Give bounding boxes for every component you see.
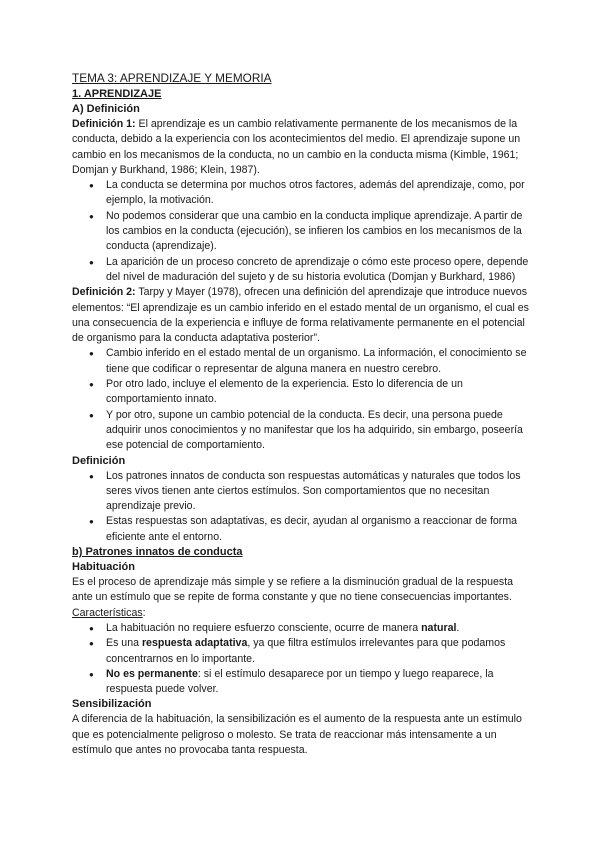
definition-1-text: El aprendizaje es un cambio relativamente permanente de los mecanismos de la conducta, debido a la experiencia con los acontecimientos del medio. El aprendizaje supone un cambio en los mecanismos de la conducta, no un cambio en la conducta misma (Kimble, 1961; Domjan y Burkhand, 1986; Klein, 1987).	[72, 118, 521, 176]
definition-2-text: Tarpy y Mayer (1978), ofrecen una definición del aprendizaje que introduce nuevos elementos: “El aprendizaje es un cambio inferido en el estado mental de un organismo, el cual es una consecuencia de la experiencia e influye de forma relativamente permanente en el potencial de organismo para la conducta adaptativa posterior”.	[72, 286, 529, 345]
definition-2-label: Definición 2:	[72, 286, 136, 299]
caracteristicas-label: Características:	[72, 606, 146, 619]
list-item: ● Por otro lado, incluye el elemento de la experiencia. Esto lo diferencia de un comportamiento innato.	[106, 377, 532, 408]
subheading-definicion: A) Definición	[72, 103, 140, 115]
habituacion-bullets	[72, 621, 532, 697]
document-page	[72, 70, 532, 758]
list-item: ● Es una respuesta adaptativa, ya que filtra estímulos irrelevantes para que podamos concentrarnos en lo importante.	[106, 636, 532, 667]
habituacion-paragraph: Es el proceso de aprendizaje más simple y se refiere a la disminución gradual de la respuesta ante un estímulo que se repite de forma constante y que no tiene consecuencias importantes.	[72, 576, 514, 604]
sensibilizacion-paragraph: A diferencia de la habituación, la sensibilización es el aumento de la respuesta ante un estímulo que es potencialmente peligroso o molesto. Se trata de reaccionar más intensamente a un estímulo que antes no provocaba tanta respuesta.	[72, 713, 522, 756]
subheading-patrones-innatos: b) Patrones innatos de conducta	[72, 546, 243, 559]
list-item: ● La aparición de un proceso concreto de aprendizaje o cómo este proceso opere, depende del nivel de maduración del sujeto y de su historia evolutica (Domjan y Burkhard, 1986)	[106, 255, 532, 286]
definition-3-bullets	[72, 469, 532, 545]
definition-2-paragraph	[72, 285, 532, 346]
list-item: ● No es permanente: si el estímulo desaparece por un tiempo y luego reaparece, la respuesta puede volver.	[106, 667, 532, 698]
definition-1-label: Definición 1:	[72, 118, 136, 130]
list-item: ● Estas respuestas son adaptativas, es decir, ayudan al organismo a reaccionar de forma eficiente ante el entorno.	[106, 514, 532, 545]
section-heading-aprendizaje: 1. APRENDIZAJE	[72, 88, 162, 100]
list-item: ● Y por otro, supone un cambio potencial de la conducta. Es decir, una persona puede adquirir unos conocimientos y no manifestar que los ha adquirido, sin embargo, poseería ese potencial de comportamiento.	[106, 408, 532, 454]
definition-1-paragraph	[72, 117, 532, 178]
list-item: ● Cambio inferido en el estado mental de un organismo. La información, el conocimiento se tiene que codificar o representar de alguna manera en nuestro cerebro.	[106, 346, 532, 377]
list-item: ● La habituación no requiere esfuerzo consciente, ocurre de manera natural.	[106, 621, 532, 636]
definition-1-bullets	[72, 178, 532, 285]
page-title: TEMA 3: APRENDIZAJE Y MEMORIA	[72, 71, 272, 85]
subheading-habituacion: Habituación	[72, 561, 135, 574]
subheading-sensibilizacion: Sensibilización	[72, 698, 152, 711]
list-item: ● Los patrones innatos de conducta son respuestas automáticas y naturales que todos los seres vivos tienen ante ciertos estímulos. Son comportamientos que no necesitan aprendizaje previo.	[106, 469, 532, 515]
list-item: ● La conducta se determina por muchos otros factores, además del aprendizaje, como, por ejemplo, la motivación.	[106, 178, 532, 209]
definition-2-bullets	[72, 346, 532, 453]
list-item: ● No podemos considerar que una cambio en la conducta implique aprendizaje. A partir de los cambios en la conducta (ejecución), se infieren los cambios en los mecanismos de la conducta (aprendizaje).	[106, 209, 532, 255]
subheading-definicion-3: Definición	[72, 454, 126, 467]
